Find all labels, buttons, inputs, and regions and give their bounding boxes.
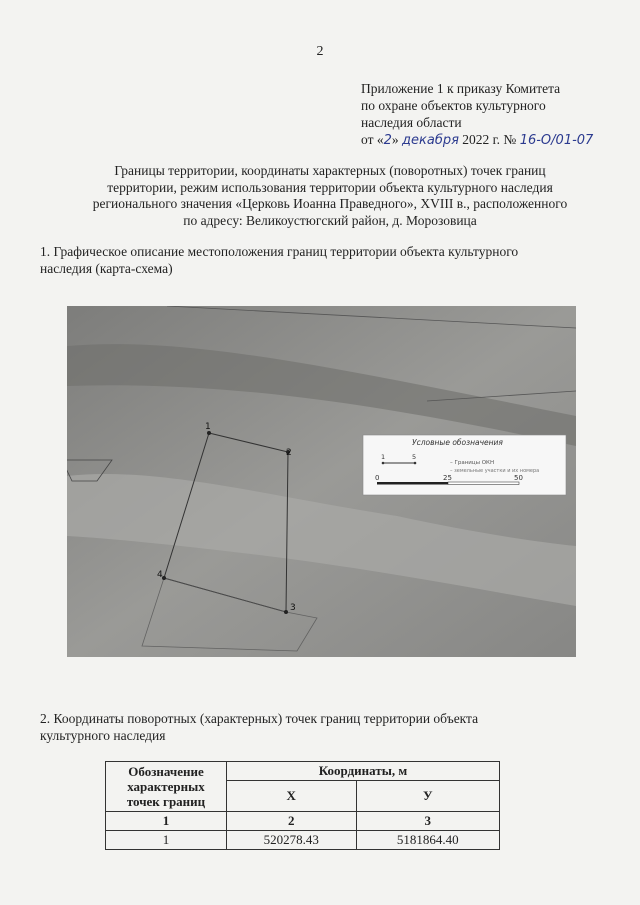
document-title <box>50 163 610 229</box>
title-line-2: территории, режим использования территории объекта культурного наследия <box>107 179 553 195</box>
handwritten-month: декабря <box>402 133 459 148</box>
section-1-line-2: наследия (карта-схема) <box>40 261 173 276</box>
header-coordinates: Координаты, м <box>227 762 500 781</box>
legend-title: Условные обозначения <box>412 438 503 447</box>
scale-bar-black <box>377 482 448 485</box>
map-legend <box>363 435 566 495</box>
legend-sample-label-1: 1 <box>381 453 386 461</box>
point-label-4: 4 <box>157 570 163 580</box>
map-scheme <box>67 306 576 657</box>
section-2-line-1: 2. Координаты поворотных (характерных) точек границ территории объекта <box>40 711 479 726</box>
header-x: Х <box>227 781 357 812</box>
scale-label-50: 50 <box>514 474 523 482</box>
point-label-2: 2 <box>286 448 292 458</box>
section-2-line-2: культурного наследия <box>40 728 166 743</box>
date-prefix: от « <box>361 132 384 147</box>
table-numbering-row <box>106 812 500 831</box>
table-header-row <box>106 762 500 781</box>
legend-item-boundary: – Границы ОКН <box>450 460 495 466</box>
appendix-line-3: наследия области <box>361 115 462 130</box>
title-line-4: по адресу: Великоустюгский район, д. Морозовица <box>183 212 477 228</box>
cell-y: 5181864.40 <box>356 831 500 850</box>
point-label-1: 1 <box>205 422 211 432</box>
title-line-1: Границы территории, координаты характерных (поворотных) точек границ <box>114 163 546 178</box>
scale-label-0: 0 <box>375 474 380 482</box>
header-designation <box>106 762 227 812</box>
legend-point-sample <box>414 462 417 465</box>
handwritten-day: 2 <box>383 133 392 148</box>
cell-point: 1 <box>106 831 227 850</box>
legend-item-parcels: – земельные участки и их номера <box>450 468 540 474</box>
scale-bar-white <box>448 482 519 485</box>
title-line-3: регионального значения «Церковь Иоанна Праведного», XVIII в., расположенного <box>92 196 568 211</box>
handwritten-number: 16-О/01-07 <box>519 133 594 148</box>
numbering-cell: 1 <box>106 812 227 831</box>
legend-point-sample <box>382 462 385 465</box>
legend-sample-label-5: 5 <box>412 453 417 461</box>
point-label-3: 3 <box>290 603 296 613</box>
page-number: 2 <box>316 44 324 59</box>
cell-x: 520278.43 <box>227 831 357 850</box>
coordinates-table <box>105 761 500 850</box>
section-2-heading <box>40 710 610 744</box>
date-year: 2022 г. № <box>462 132 517 147</box>
header-designation-line: Обозначение <box>128 764 204 779</box>
appendix-line-1: Приложение 1 к приказу Комитета <box>361 81 561 96</box>
header-designation-line: точек границ <box>126 794 206 809</box>
header-designation-line: характерных <box>127 779 205 794</box>
numbering-cell: 2 <box>227 812 357 831</box>
boundary-point-marker <box>284 610 288 614</box>
scale-label-25: 25 <box>443 474 452 482</box>
section-1-heading <box>40 243 610 277</box>
appendix-date-line <box>361 131 631 149</box>
numbering-cell: 3 <box>356 812 500 831</box>
map-svg <box>67 306 576 657</box>
appendix-block <box>361 80 631 149</box>
appendix-line-2: по охране объектов культурного <box>361 98 546 113</box>
table-row <box>106 831 500 850</box>
section-1-line-1: 1. Графическое описание местоположения границ территории объекта культурного <box>40 244 519 259</box>
header-y: У <box>356 781 500 812</box>
date-mid: » <box>391 132 399 147</box>
